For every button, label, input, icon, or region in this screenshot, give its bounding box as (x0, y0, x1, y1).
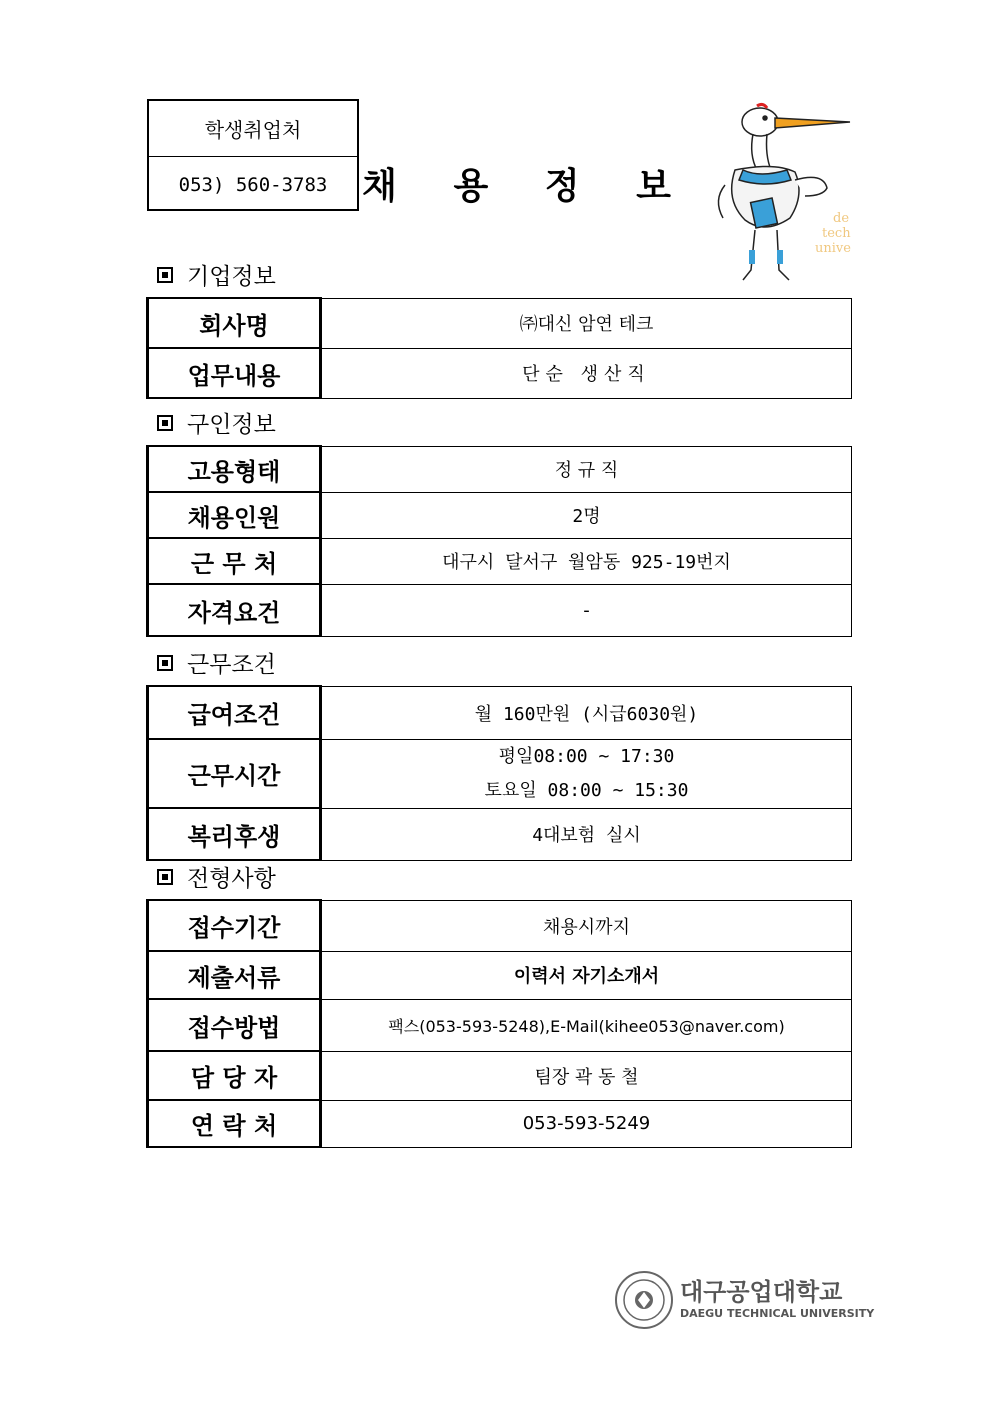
row-label: 업무내용 (148, 348, 321, 398)
work-hours-saturday: 토요일 08:00 ~ 15:30 (484, 779, 689, 801)
section-title: 구인정보 (187, 412, 276, 438)
mascot-text-1: de (833, 211, 850, 226)
university-logo (614, 1270, 874, 1330)
table-row (148, 1051, 852, 1100)
table-row (148, 538, 852, 584)
row-value: ㈜대신 암연 테크 (321, 298, 852, 348)
row-value: 4대보험 실시 (321, 808, 852, 860)
row-value: 053-593-5249 (321, 1100, 852, 1147)
conditions-info-table (146, 685, 852, 861)
office-phone: 053) 560-3783 (178, 173, 328, 196)
row-value: 단순 생산직 (321, 348, 852, 398)
crane-mascot-image (705, 100, 855, 290)
row-value: 월 160만원 (시급6030원) (321, 686, 852, 739)
row-label: 회사명 (148, 298, 321, 348)
square-bullet-icon (157, 415, 173, 431)
row-label: 근무시간 (148, 739, 321, 808)
section-heading-hiring (157, 406, 276, 439)
row-label: 고용형태 (148, 446, 321, 492)
selection-info-table (146, 899, 852, 1148)
table-row (148, 584, 852, 636)
university-seal-icon (614, 1270, 674, 1330)
row-label: 제출서류 (148, 951, 321, 999)
section-heading-company (157, 258, 276, 291)
row-label: 접수방법 (148, 999, 321, 1051)
hiring-info-table (146, 445, 852, 637)
company-info-table (146, 297, 852, 399)
row-label: 접수기간 (148, 900, 321, 951)
table-row (148, 739, 852, 808)
section-title: 근무조건 (187, 652, 276, 678)
row-label: 연 락 처 (148, 1100, 321, 1147)
row-label: 자격요건 (148, 584, 321, 636)
square-bullet-icon (157, 655, 173, 671)
section-title: 전형사항 (187, 866, 276, 892)
university-name-en: DAEGU TECHNICAL UNIVERSITY (680, 1307, 875, 1320)
table-row (148, 298, 852, 348)
section-title: 기업정보 (187, 264, 276, 290)
row-value: 채용시까지 (321, 900, 852, 951)
row-label: 채용인원 (148, 492, 321, 538)
table-row (148, 951, 852, 999)
table-row (148, 348, 852, 398)
row-value: - (321, 584, 852, 636)
square-bullet-icon (157, 267, 173, 283)
mascot-text-2: tech (822, 226, 851, 241)
row-value: 정 규 직 (321, 446, 852, 492)
table-row (148, 686, 852, 739)
row-value: 이력서 자기소개서 (321, 951, 852, 999)
row-value: 대구시 달서구 월암동 925-19번지 (321, 538, 852, 584)
page-title: 채 용 정 보 (362, 166, 693, 207)
table-row (148, 1100, 852, 1147)
table-row (148, 808, 852, 860)
work-hours-weekday: 평일08:00 ~ 17:30 (498, 745, 675, 767)
table-row (148, 492, 852, 538)
row-label: 급여조건 (148, 686, 321, 739)
mascot-text-3: unive (815, 241, 851, 256)
row-value: 2명 (321, 492, 852, 538)
row-value (321, 739, 852, 808)
office-contact-box (147, 99, 359, 211)
row-label: 근 무 처 (148, 538, 321, 584)
row-value: 팀장 곽 동 철 (321, 1051, 852, 1100)
row-label: 복리후생 (148, 808, 321, 860)
office-name: 학생취업처 (149, 101, 357, 157)
table-row (148, 446, 852, 492)
section-heading-selection (157, 860, 276, 893)
section-heading-conditions (157, 646, 276, 679)
table-row (148, 900, 852, 951)
row-value: 팩스(053-593-5248),E-Mail(kihee053@naver.com) (321, 999, 852, 1051)
table-row (148, 999, 852, 1051)
square-bullet-icon (157, 869, 173, 885)
university-name-ko: 대구공업대학교 (680, 1278, 843, 1306)
row-label: 담 당 자 (148, 1051, 321, 1100)
